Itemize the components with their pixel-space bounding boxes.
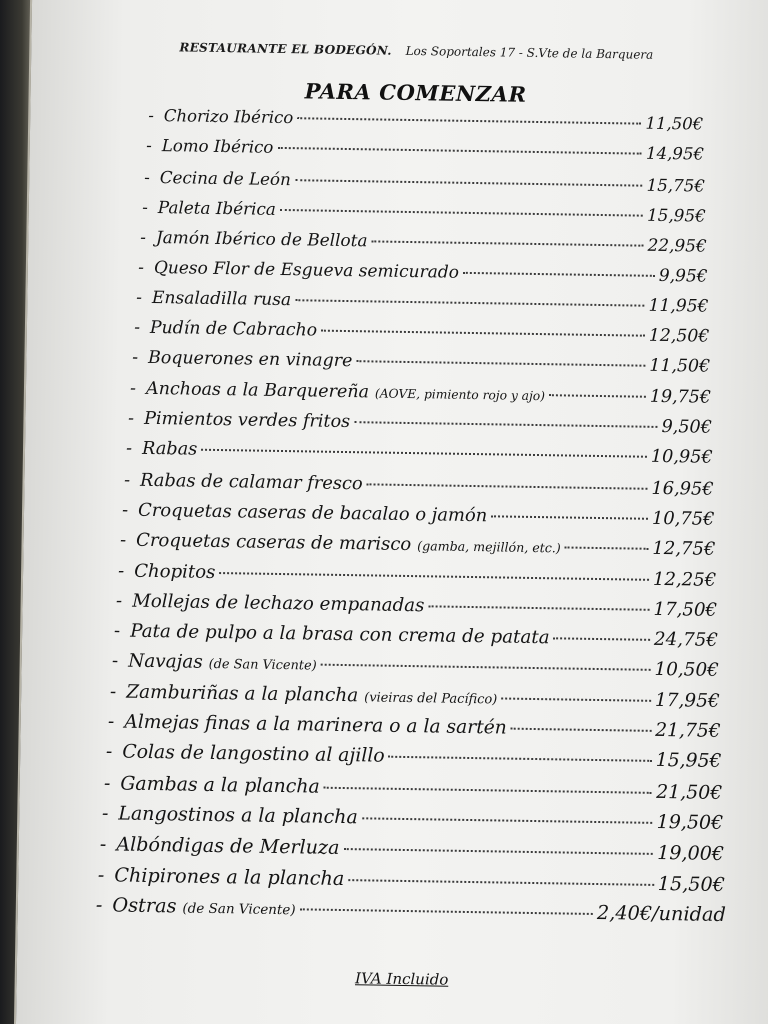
item-price: 9,50€ <box>661 416 713 438</box>
menu-item <box>102 802 724 834</box>
item-note: (AOVE, pimiento rojo y ajo) <box>374 386 546 403</box>
menu-item <box>104 772 723 804</box>
item-note: (de San Vicente) <box>208 657 317 674</box>
menu-item <box>136 288 709 317</box>
restaurant-address: Los Soportales 17 - S.Vte de la Barquera <box>405 43 654 62</box>
dot-leader <box>280 209 643 217</box>
item-price: 9,95€ <box>658 265 708 287</box>
menu-item <box>126 439 713 468</box>
dot-leader <box>343 848 653 855</box>
item-name: Pata de pulpo a la brasa con crema de patata <box>130 620 550 649</box>
menu-item <box>110 681 720 712</box>
item-name: Rabas <box>141 439 198 460</box>
item-name: Paleta Ibérica <box>157 196 277 219</box>
item-name: Anchoas a la Barquereña <box>145 378 370 403</box>
dot-leader <box>295 179 643 186</box>
item-price: 11,50€ <box>645 113 704 134</box>
dot-leader <box>565 547 649 550</box>
menu-item <box>132 348 710 377</box>
menu-item <box>138 257 708 286</box>
dot-leader <box>491 515 648 519</box>
item-bullet: - <box>107 711 115 733</box>
item-bullet: - <box>148 105 155 125</box>
item-bullet: - <box>142 196 149 217</box>
item-note: (de San Vicente) <box>182 900 296 919</box>
dot-leader <box>367 483 648 489</box>
menu-item <box>128 409 712 438</box>
item-price: 17,95€ <box>654 689 720 712</box>
dot-leader <box>463 271 655 276</box>
menu-item <box>142 197 706 226</box>
menu-item <box>140 227 707 256</box>
menu-item <box>106 742 722 773</box>
item-name: Chipirones a la plancha <box>114 862 345 890</box>
menu-item <box>98 863 725 896</box>
item-name: Chorizo Ibérico <box>163 106 294 128</box>
restaurant-name: RESTAURANTE EL BODEGÓN. <box>179 40 392 58</box>
item-bullet: - <box>140 226 147 248</box>
item-bullet: - <box>121 499 129 521</box>
item-price: 19,50€ <box>656 810 724 834</box>
item-name: Ostras <box>112 893 177 918</box>
dot-leader <box>356 361 645 368</box>
item-name: Albóndigas de Merluza <box>116 832 340 860</box>
item-price: 10,95€ <box>650 447 713 469</box>
section-title: PARA COMENZAR <box>304 78 527 107</box>
tax-note: IVA Incluido <box>354 969 449 989</box>
menu-item <box>112 651 719 682</box>
item-name: Queso Flor de Esgueva semicurado <box>153 257 460 283</box>
dot-leader <box>362 817 653 824</box>
item-price: 10,75€ <box>651 507 715 530</box>
item-price: 22,95€ <box>647 234 707 256</box>
item-price: 19,00€ <box>657 841 725 866</box>
item-price: 21,50€ <box>656 780 723 804</box>
item-price: 15,95€ <box>655 750 722 773</box>
item-price: 21,75€ <box>655 719 721 742</box>
item-name: Ensaladilla rusa <box>151 287 292 310</box>
menu-item <box>124 469 714 499</box>
item-bullet: - <box>138 257 145 278</box>
dot-leader <box>511 728 651 732</box>
menu-item <box>148 106 703 134</box>
dot-leader <box>348 879 654 886</box>
menu-item <box>130 378 711 407</box>
menu-item <box>114 620 718 650</box>
item-price: 10,50€ <box>654 659 720 682</box>
item-bullet: - <box>105 741 113 763</box>
menu-item <box>108 711 721 742</box>
menu-item <box>100 832 725 865</box>
item-bullet: - <box>99 832 107 856</box>
item-price: 11,95€ <box>648 295 709 317</box>
item-bullet: - <box>129 378 137 399</box>
dot-leader <box>428 605 649 610</box>
item-price: 14,95€ <box>645 143 705 164</box>
item-bullet: - <box>95 892 103 917</box>
item-bullet: - <box>146 136 153 156</box>
item-name: Lomo Ibérico <box>161 136 274 158</box>
dot-leader <box>219 572 649 581</box>
item-price: 15,75€ <box>646 174 706 196</box>
dot-leader <box>297 117 641 124</box>
item-name: Croquetas caseras de marisco <box>135 529 412 556</box>
item-bullet: - <box>144 166 151 187</box>
item-bullet: - <box>103 771 111 794</box>
dot-leader <box>321 330 645 337</box>
menu-item <box>122 499 715 529</box>
dot-leader <box>277 147 642 155</box>
menu-item <box>96 893 726 926</box>
dot-leader <box>549 394 646 398</box>
item-name: Rabas de calamar fresco <box>139 469 363 494</box>
item-price: 12,75€ <box>652 538 716 561</box>
item-name: Colas de langostino al ajillo <box>122 741 385 767</box>
menu-item <box>116 590 717 620</box>
item-name: Almejas finas a la marinera o a la sartén <box>124 711 507 739</box>
item-bullet: - <box>111 650 119 672</box>
item-bullet: - <box>113 620 121 642</box>
item-bullet: - <box>131 348 139 369</box>
dot-leader <box>321 664 651 671</box>
item-note: (vieiras del Pacífico) <box>364 690 498 708</box>
dot-leader <box>501 697 651 701</box>
menu-item <box>144 166 705 195</box>
item-bullet: - <box>101 802 109 825</box>
dot-leader <box>295 299 644 306</box>
item-name: Gambas a la plancha <box>120 772 320 798</box>
item-bullet: - <box>136 287 143 308</box>
item-name: Chopitos <box>134 560 216 583</box>
item-name: Mollejas de lechazo empanadas <box>132 590 425 617</box>
item-price: 12,50€ <box>648 325 710 347</box>
item-price: 16,95€ <box>651 477 714 500</box>
item-name: Jamón Ibérico de Bellota <box>155 227 368 251</box>
dot-leader <box>324 786 652 793</box>
item-bullet: - <box>123 469 131 491</box>
item-name: Cecina de León <box>159 166 291 189</box>
item-name: Boquerones en vinagre <box>147 348 353 372</box>
dot-leader <box>300 908 593 915</box>
item-price: 12,25€ <box>652 568 717 591</box>
item-price: 17,50€ <box>653 598 718 621</box>
dot-leader <box>372 241 644 247</box>
item-bullet: - <box>109 681 117 703</box>
menu-header <box>31 38 768 64</box>
dot-leader <box>389 756 652 762</box>
item-bullet: - <box>97 862 105 886</box>
item-bullet: - <box>134 317 141 338</box>
item-name: Pudín de Cabracho <box>149 318 318 341</box>
menu-item <box>118 560 717 590</box>
item-price: 2,40€/unidad <box>596 900 726 926</box>
menu-item <box>146 136 704 164</box>
item-price: 15,95€ <box>646 204 706 226</box>
dot-leader <box>354 421 657 428</box>
item-name: Langostinos a la plancha <box>118 802 359 829</box>
item-bullet: - <box>117 559 125 582</box>
dot-leader <box>201 449 647 458</box>
item-bullet: - <box>127 408 135 429</box>
dot-leader <box>554 637 650 641</box>
item-name: Pimientos verdes fritos <box>143 408 351 433</box>
item-bullet: - <box>119 529 127 551</box>
item-note: (gamba, mejillón, etc.) <box>417 538 561 556</box>
item-name: Zamburiñas a la plancha <box>126 681 359 706</box>
item-bullet: - <box>115 590 123 612</box>
item-name: Navajas <box>128 651 203 674</box>
item-name: Croquetas caseras de bacalao o jamón <box>137 499 488 527</box>
item-price: 15,50€ <box>657 871 726 896</box>
item-price: 11,50€ <box>649 356 711 378</box>
menu-item <box>120 530 716 560</box>
item-price: 24,75€ <box>653 628 719 651</box>
menu-item <box>134 318 709 347</box>
menu-page <box>14 0 768 1024</box>
item-price: 19,75€ <box>649 386 712 408</box>
item-bullet: - <box>125 438 133 459</box>
